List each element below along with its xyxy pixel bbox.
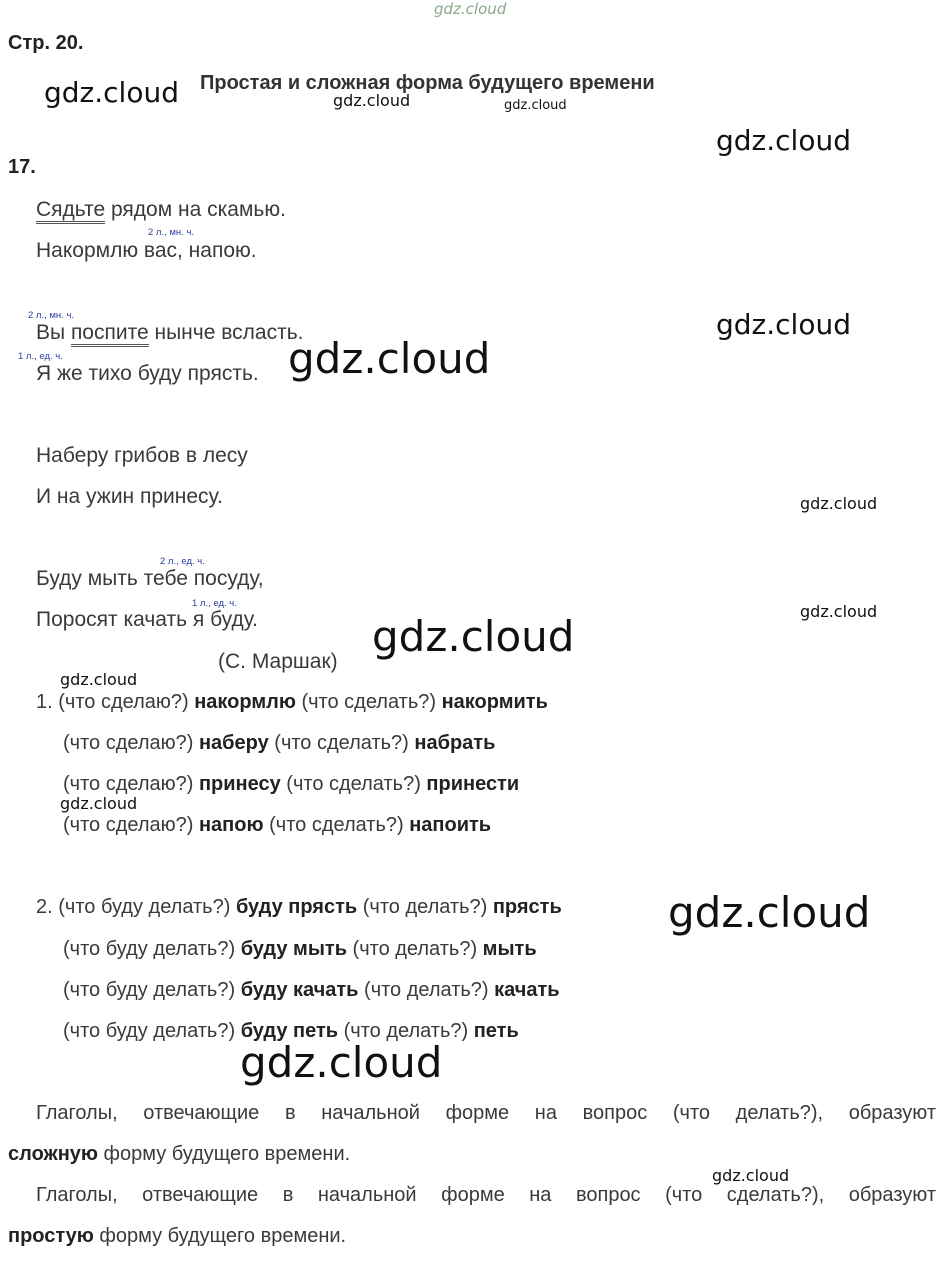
watermark: gdz.cloud bbox=[716, 124, 851, 157]
watermark: gdz.cloud bbox=[716, 308, 851, 341]
answer-line: (что сделаю?) напою (что сделать?) напоить bbox=[63, 814, 492, 836]
poem-line: Буду мыть тебе посуду, bbox=[36, 567, 264, 590]
underlined-verb: поспите bbox=[71, 321, 149, 347]
watermark: gdz.cloud bbox=[240, 1038, 443, 1087]
answer-line: (что сделаю?) принесу (что сделать?) принести bbox=[63, 773, 520, 795]
watermark: gdz.cloud bbox=[333, 91, 411, 110]
poem-line: Я же тихо буду прясть. bbox=[36, 362, 259, 385]
answer-line: 1. (что сделаю?) накормлю (что сделать?) накормить bbox=[36, 691, 548, 713]
watermark: gdz.cloud bbox=[434, 0, 507, 18]
answer-line: (что буду делать?) буду петь (что делать?) петь bbox=[63, 1020, 519, 1042]
watermark: gdz.cloud bbox=[44, 76, 179, 109]
answer-line: (что сделаю?) наберу (что сделать?) набрать bbox=[63, 732, 496, 754]
watermark: gdz.cloud bbox=[800, 602, 878, 621]
watermark: gdz.cloud bbox=[504, 98, 567, 113]
page-number: Стр. 20. bbox=[8, 32, 84, 54]
poem-line: Поросят качать я буду. bbox=[36, 608, 258, 631]
poem-line: Сядьте рядом на скамью. bbox=[36, 198, 286, 222]
conclusion-paragraph: Глаголы, отвечающие в начальной форме на вопрос (что сделать?), образуют простую форму будущего времени. bbox=[8, 1184, 936, 1247]
poem-line: Накормлю вас, напою. bbox=[36, 239, 257, 262]
conclusion-paragraph: Глаголы, отвечающие в начальной форме на вопрос (что делать?), образуют сложную форму будущего времени. bbox=[8, 1102, 936, 1165]
poem-line: И на ужин принесу. bbox=[36, 485, 223, 508]
watermark: gdz.cloud bbox=[800, 494, 878, 513]
poem-line: Наберу грибов в лесу bbox=[36, 444, 248, 467]
grammar-note: 2 л., ед. ч. bbox=[160, 556, 205, 567]
watermark: gdz.cloud bbox=[288, 334, 491, 383]
watermark: gdz.cloud bbox=[372, 612, 575, 661]
watermark: gdz.cloud bbox=[668, 888, 871, 937]
task-number: 17. bbox=[8, 156, 36, 178]
grammar-note: 1 л., ед. ч. bbox=[192, 598, 237, 609]
grammar-note: 1 л., ед. ч. bbox=[18, 351, 63, 362]
watermark: gdz.cloud bbox=[60, 794, 138, 813]
answer-line: 2. (что буду делать?) буду прясть (что делать?) прясть bbox=[36, 896, 562, 918]
grammar-note: 2 л., мн. ч. bbox=[148, 227, 195, 238]
answer-line: (что буду делать?) буду мыть (что делать?) мыть bbox=[63, 938, 537, 960]
grammar-note: 2 л., мн. ч. bbox=[28, 310, 75, 321]
watermark: gdz.cloud bbox=[60, 670, 138, 689]
watermark: gdz.cloud bbox=[712, 1166, 790, 1185]
underlined-verb: Сядьте bbox=[36, 198, 105, 224]
poem-author: (С. Маршак) bbox=[218, 650, 338, 673]
poem-line: Вы поспите нынче всласть. bbox=[36, 321, 303, 345]
answer-line: (что буду делать?) буду качать (что делать?) качать bbox=[63, 979, 560, 1001]
page-title: Простая и сложная форма будущего времени bbox=[200, 72, 655, 94]
